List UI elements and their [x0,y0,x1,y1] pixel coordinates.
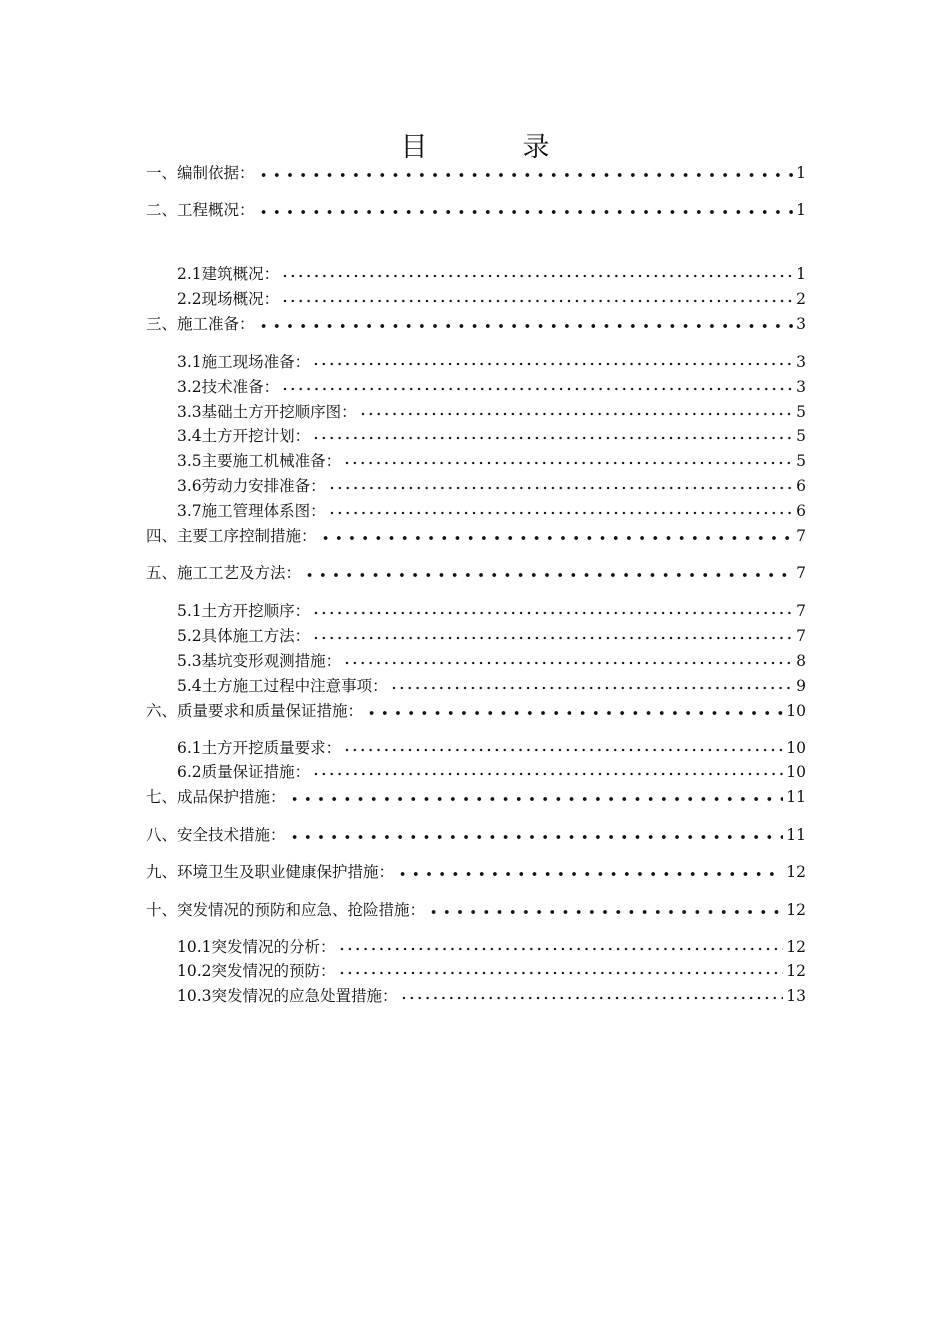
toc-entry-page-number: 10 [786,702,806,720]
toc-subsection-entry[interactable] [177,287,806,309]
toc-subsection-entry[interactable] [177,984,806,1006]
toc-section-entry[interactable] [146,161,806,183]
toc-subsection-entry[interactable] [177,959,806,981]
toc-entry-title: 2.2现场概况： [177,290,280,308]
toc-entry-title: 十、突发情况的预防和应急、抢险措施： [146,901,426,919]
toc-entry-title: 四、主要工序控制措施： [146,527,317,545]
toc-subsection-entry[interactable] [177,262,806,284]
toc-entry-page-number: 12 [786,863,806,881]
dot-leader [319,535,793,541]
toc-subsection-entry[interactable] [177,736,806,758]
toc-entry-page-number: 12 [786,901,806,919]
toc-subsection-entry[interactable] [177,449,806,471]
toc-section-entry[interactable] [146,312,806,334]
toc-entry-page-number: 12 [786,938,806,956]
toc-entry-title: 3.5主要施工机械准备： [177,452,342,470]
dot-leader [343,660,793,666]
dot-leader [396,871,783,877]
dot-leader [303,572,793,578]
dot-leader [359,411,793,417]
toc-entry-page-number: 3 [796,378,806,396]
dot-leader [328,485,793,491]
toc-section-entry[interactable] [146,860,806,882]
dot-leader [390,685,793,691]
toc-entry-page-number: 10 [786,763,806,781]
toc-subsection-entry[interactable] [177,599,806,621]
toc-section-entry[interactable] [146,524,806,546]
toc-entry-title: 3.6劳动力安排准备： [177,477,326,495]
toc-entry-title: 3.7施工管理体系图： [177,502,326,520]
toc-entry-title: 10.3突发情况的应急处置措施： [177,987,398,1005]
toc-entry-page-number: 1 [796,265,806,283]
toc-entry-title: 6.1土方开挖质量要求： [177,739,342,757]
toc-subsection-entry[interactable] [177,674,806,696]
dot-leader [312,771,783,777]
toc-entry-page-number: 2 [796,290,806,308]
toc-entry-page-number: 3 [796,353,806,371]
toc-entry-title: 二、工程概况： [146,201,255,219]
toc-entry-title: 三、施工准备： [146,315,255,333]
dot-leader [288,834,784,840]
toc-entry-page-number: 12 [786,962,806,980]
toc-section-entry[interactable] [146,198,806,220]
toc-subsection-entry[interactable] [177,474,806,496]
toc-entry-page-number: 1 [796,164,806,182]
dot-leader [343,747,783,753]
toc-subsection-entry[interactable] [177,424,806,446]
dot-leader [338,970,784,976]
toc-subsection-entry[interactable] [177,649,806,671]
dot-leader [312,635,793,641]
toc-subsection-entry[interactable] [177,400,806,422]
dot-leader [427,909,783,915]
toc-subsection-entry[interactable] [177,350,806,372]
toc-entry-page-number: 5 [796,452,806,470]
toc-entry-page-number: 11 [786,826,806,844]
toc-entry-title: 一、编制依据： [146,164,255,182]
toc-subsection-entry[interactable] [177,935,806,957]
toc-subsection-entry[interactable] [177,624,806,646]
dot-leader [312,361,793,367]
dot-leader [365,710,783,716]
toc-subsection-entry[interactable] [177,375,806,397]
dot-leader [281,273,793,279]
toc-entry-page-number: 8 [796,652,806,670]
dot-leader [400,995,784,1001]
toc-entry-title: 九、环境卫生及职业健康保护措施： [146,863,395,881]
toc-entry-page-number: 7 [796,564,806,582]
dot-leader [338,946,784,952]
toc-entry-title: 3.3基础土方开挖顺序图： [177,403,357,421]
dot-leader [343,460,793,466]
toc-entry-title: 3.2技术准备： [177,378,280,396]
toc-entry-page-number: 5 [796,427,806,445]
toc-entry-title: 5.4土方施工过程中注意事项： [177,677,388,695]
dot-leader [257,209,793,215]
toc-entry-page-number: 6 [796,502,806,520]
toc-subsection-entry[interactable] [177,760,806,782]
toc-entry-page-number: 1 [796,201,806,219]
toc-entry-title: 5.1土方开挖顺序： [177,602,311,620]
dot-leader [288,796,784,802]
dot-leader [281,298,793,304]
toc-entry-title: 3.4土方开挖计划： [177,427,311,445]
toc-entry-title: 3.1施工现场准备： [177,353,311,371]
toc-section-entry[interactable] [146,823,806,845]
toc-section-entry[interactable] [146,785,806,807]
toc-entry-title: 5.2具体施工方法： [177,627,311,645]
dot-leader [281,386,793,392]
toc-entry-title: 六、质量要求和质量保证措施： [146,702,364,720]
toc-entry-page-number: 7 [796,627,806,645]
toc-entry-page-number: 5 [796,403,806,421]
dot-leader [257,172,793,178]
toc-entry-page-number: 9 [796,677,806,695]
dot-leader [328,510,793,516]
toc-entry-title: 2.1建筑概况： [177,265,280,283]
toc-entry-title: 5.3基坑变形观测措施： [177,652,342,670]
toc-entry-page-number: 7 [796,602,806,620]
page-title: 目 录 [400,132,584,163]
toc-section-entry[interactable] [146,561,806,583]
toc-entry-title: 七、成品保护措施： [146,788,286,806]
toc-section-entry[interactable] [146,898,806,920]
toc-entry-title: 10.1突发情况的分析： [177,938,336,956]
toc-entry-title: 五、施工工艺及方法： [146,564,302,582]
dot-leader [257,323,793,329]
toc-entry-page-number: 7 [796,527,806,545]
dot-leader [312,435,793,441]
toc-entry-page-number: 11 [786,788,806,806]
toc-entry-page-number: 3 [796,315,806,333]
toc-entry-title: 八、安全技术措施： [146,826,286,844]
toc-entry-page-number: 10 [786,739,806,757]
toc-entry-page-number: 6 [796,477,806,495]
dot-leader [312,610,793,616]
toc-entry-title: 6.2质量保证措施： [177,763,311,781]
toc-subsection-entry[interactable] [177,499,806,521]
toc-entry-title: 10.2突发情况的预防： [177,962,336,980]
toc-entry-page-number: 13 [786,987,806,1005]
toc-section-entry[interactable] [146,699,806,721]
